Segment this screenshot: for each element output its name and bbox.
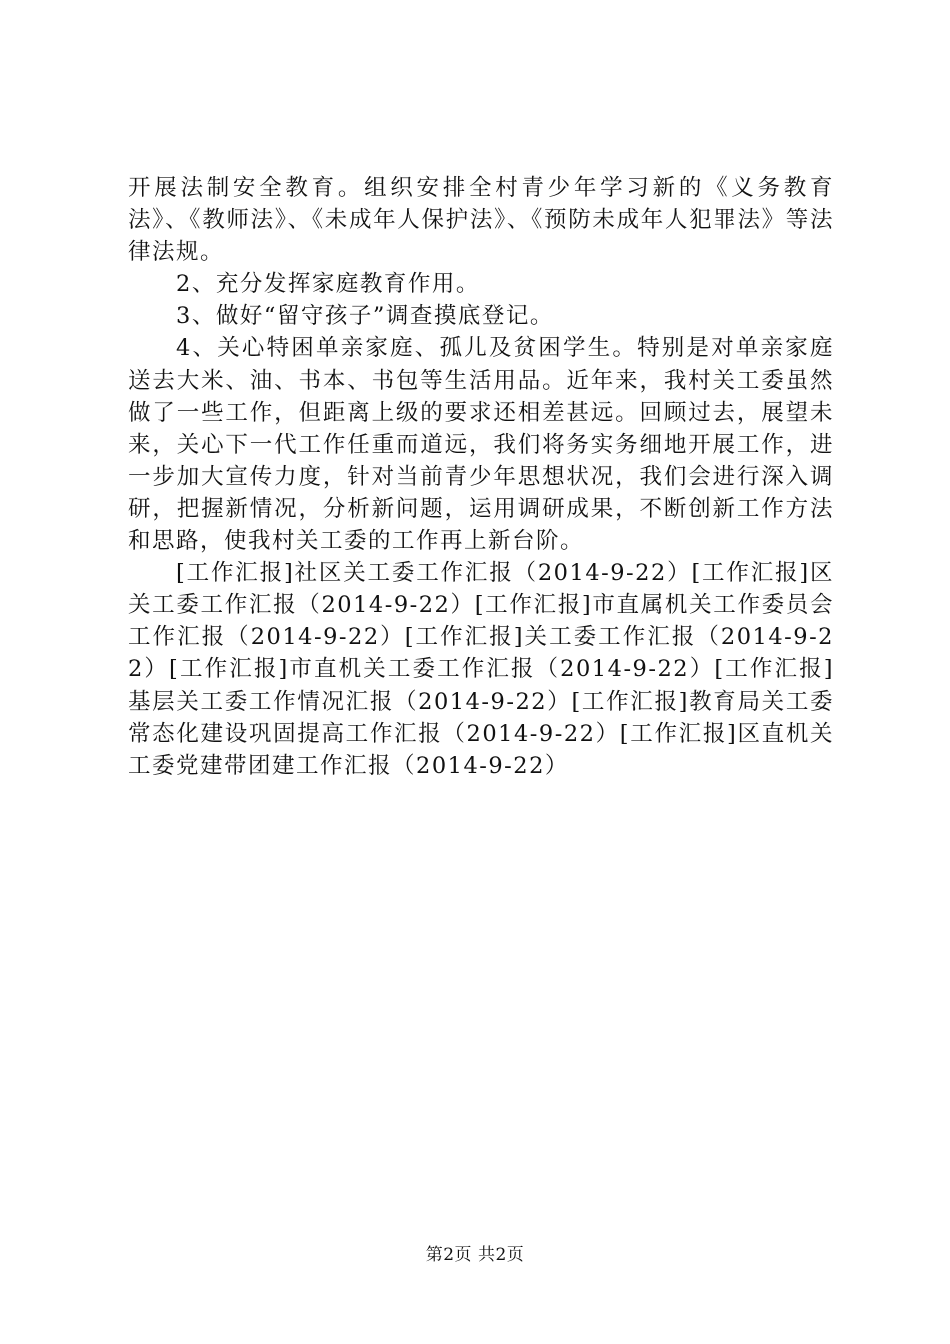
document-body [128,172,834,782]
paragraph-item-2: 2、充分发挥家庭教育作用。 [176,271,480,298]
paragraph-legal-education: 开展法制安全教育。组织安排全村青少年学习新的《义务教育法》、《教师法》、《未成年人保护法》、《预防未成年人犯罪法》等法律法规。 [128,175,834,266]
paragraph-related-reports: [工作汇报]社区关工委工作汇报（2014-9-22）[工作汇报]区关工委工作汇报（2014-9-22）[工作汇报]市直属机关工作委员会工作汇报（2014-9-22）[工作汇报]关工委工作汇报（2014-9-22）[工作汇报]市直机关工委工作汇报（2014-9-22）[工作汇报]基层关工委工作情况汇报（2014-9-22）[工作汇报]教育局关工委常态化建设巩固提高工作汇报（2014-9-22）[工作汇报]区直机关工委党建带团建工作汇报（2014-9-22） [128,560,834,779]
page-number-footer: 第2页 共2页 [425,1245,525,1265]
paragraph-item-3: 3、做好“留守孩子”调查摸底登记。 [176,303,554,330]
paragraph-item-4: 4、关心特困单亲家庭、孤儿及贫困学生。特别是对单亲家庭送去大米、油、书本、书包等生活用品。近年来，我村关工委虽然做了一些工作，但距离上级的要求还相差甚远。回顾过去，展望未来，关心下一代工作任重而道远，我们将务实务细地开展工作，进一步加大宣传力度，针对当前青少年思想状况，我们会进行深入调研，把握新情况，分析新问题，运用调研成果，不断创新工作方法和思路，使我村关工委的工作再上新台阶。 [128,335,834,555]
